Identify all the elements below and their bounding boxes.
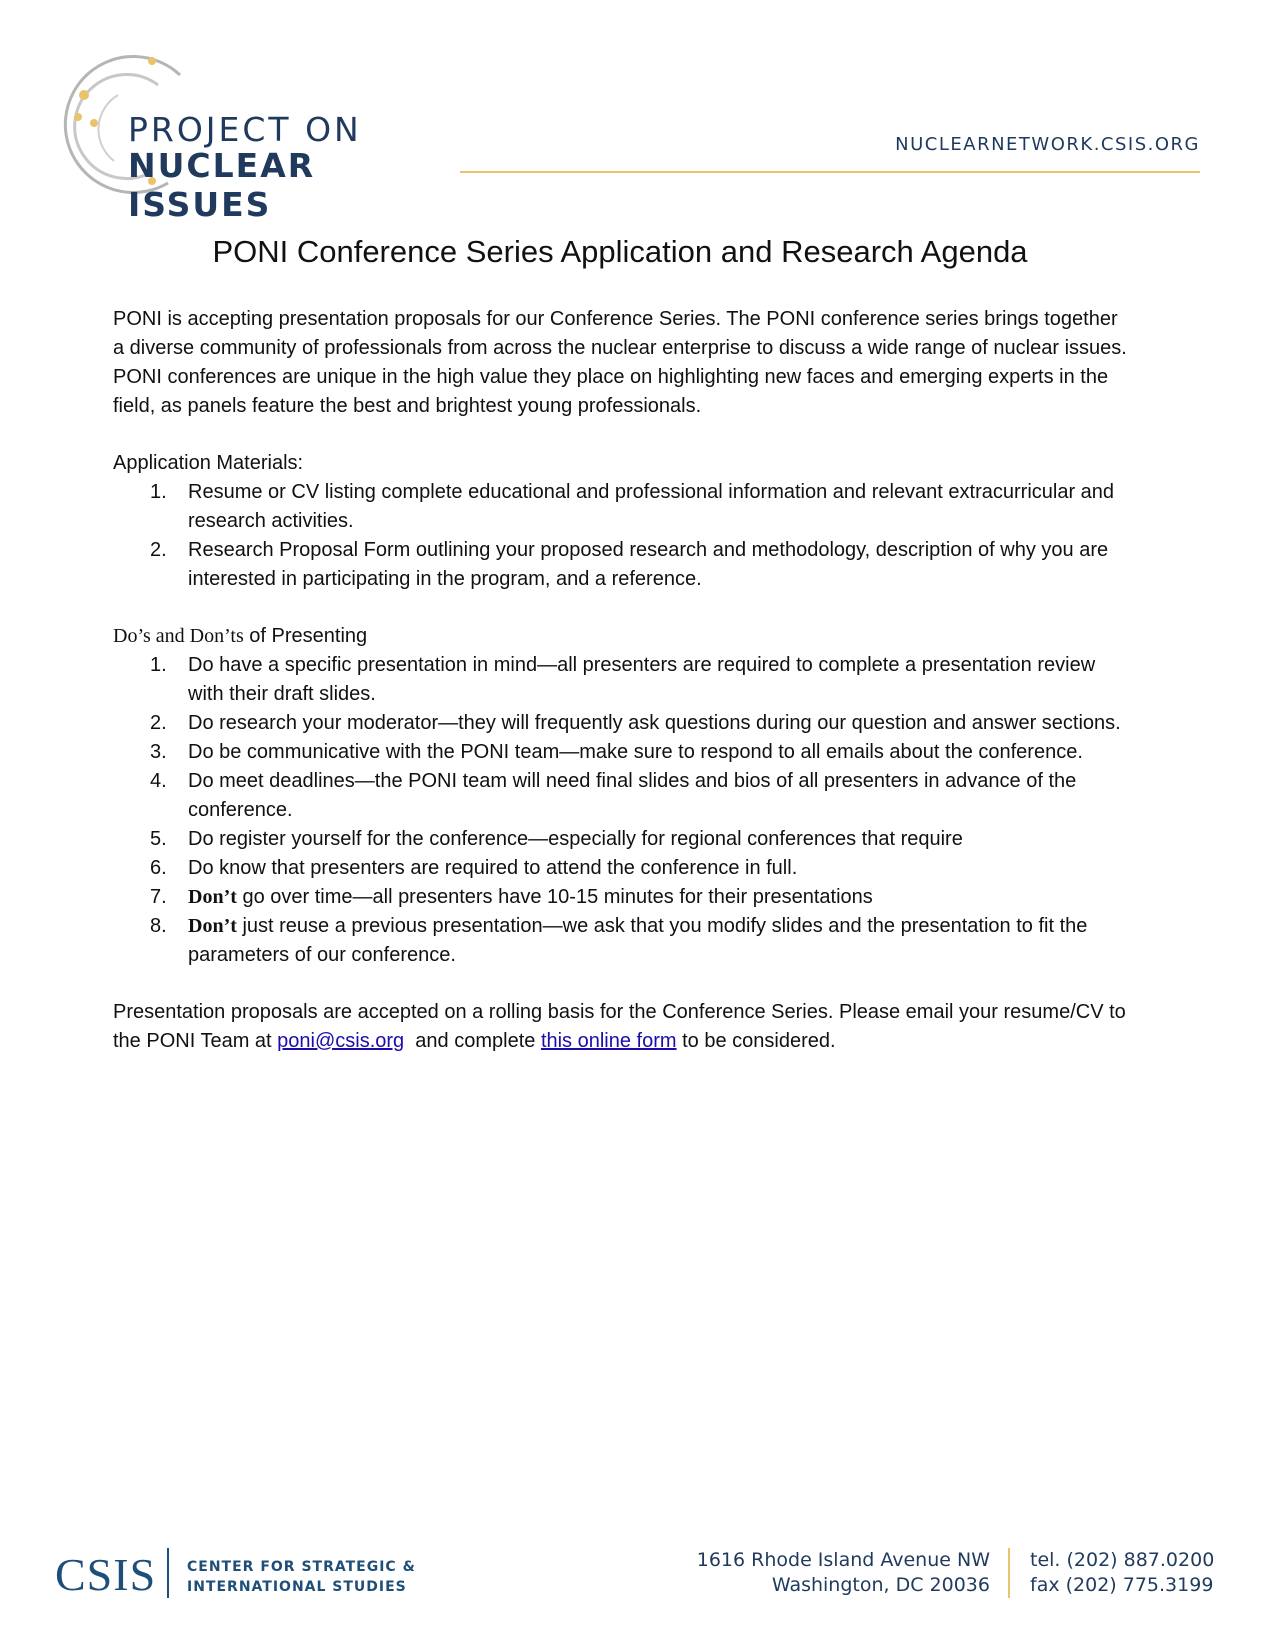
list-number: 1. [150,481,167,503]
closing-text-3: to be considered. [676,1030,836,1052]
closing-text-1: Presentation proposals are accepted on a rolling basis for the Conference Series. Please email your resume/CV to the PONI Team at [113,1001,1126,1052]
footer-address [697,1548,990,1598]
csis-full-line2: INTERNATIONAL STUDIES [187,1579,407,1595]
list-number: 6. [150,857,167,879]
header-divider [460,171,1200,173]
list-number: 5. [150,828,167,850]
list-item-text: Research Proposal Form outlining your proposed research and methodology, description of why you are interested in participating in the program, and a reference. [188,539,1109,590]
site-url: NUCLEARNETWORK.CSIS.ORG [895,134,1200,155]
list-number: 7. [150,886,167,908]
list-item-text: Do know that presenters are required to attend the conference in full. [188,857,798,879]
list-item [113,854,1133,883]
document-body [113,305,1133,1056]
dos-donts-heading-rest: of Presenting [243,625,368,647]
dont-label: Don’t [188,915,237,937]
closing-text-2: and complete [404,1030,541,1052]
list-item-text: Resume or CV listing complete educational and professional information and relevant extracurricular and research activities. [188,481,1115,532]
csis-divider [167,1548,169,1598]
dont-label: Don’t [188,886,237,908]
list-item [113,709,1133,738]
list-number: 4. [150,770,167,792]
footer-divider [1008,1548,1010,1598]
phone-number: tel. (202) 887.0200 [1030,1549,1215,1571]
list-item [113,738,1133,767]
list-item-text: Do be communicative with the PONI team—make sure to respond to all emails about the conference. [188,741,1083,763]
materials-list [113,478,1133,594]
list-item [113,536,1133,594]
list-number: 3. [150,741,167,763]
list-item-text: Do have a specific presentation in mind—all presenters are required to complete a presentation review with their draft slides. [188,654,1096,705]
list-item-text: Do register yourself for the conference—especially for regional conferences that require [188,828,963,850]
dos-donts-heading-serif: Do’s and Don’ts [113,625,244,647]
list-item [113,767,1133,825]
closing-paragraph [113,998,1133,1056]
csis-full-name [187,1557,416,1597]
dos-donts-list [113,651,1133,970]
list-number: 2. [150,712,167,734]
materials-heading: Application Materials: [113,452,304,474]
list-number: 2. [150,539,167,561]
list-number: 1. [150,654,167,676]
csis-full-line1: CENTER FOR STRATEGIC & [187,1559,416,1575]
logo-text-line1: PROJECT ON [128,110,362,149]
logo-text-line2: NUCLEAR ISSUES [128,146,316,224]
address-line1: 1616 Rhode Island Avenue NW [696,1549,990,1571]
intro-paragraph: PONI is accepting presentation proposals for our Conference Series. The PONI conference series brings together a diverse community of professionals from across the nuclear enterprise to discuss a wide range of nuclear issues. PONI conferences are unique in the high value they place on highlighting new faces and emerging experts in the field, as panels feature the best and brightest young professionals. [113,308,1127,417]
page-title: PONI Conference Series Application and Research Agenda [212,234,1028,269]
csis-logo: CSIS [55,1549,157,1600]
list-item [113,883,1133,912]
list-item [113,825,1133,854]
fax-number: fax (202) 775.3199 [1030,1574,1214,1596]
online-form-link[interactable]: this online form [540,1030,677,1052]
list-number: 8. [150,915,167,937]
footer-contact [1030,1548,1214,1598]
list-item [113,912,1133,970]
list-item [113,651,1133,709]
email-link[interactable]: poni@csis.org [277,1030,405,1052]
list-item-text: Do meet deadlines—the PONI team will need final slides and bios of all presenters in advance of the conference. [188,770,1077,821]
list-item [113,478,1133,536]
dos-donts-heading [113,622,1133,651]
poni-logo [58,55,438,224]
list-item-text: Do research your moderator—they will frequently ask questions during our question and answer sections. [188,712,1121,734]
list-item-text: just reuse a previous presentation—we ask that you modify slides and the presentation to fit the parameters of our conference. [188,915,1088,966]
list-item-text: go over time—all presenters have 10-15 minutes for their presentations [236,886,873,908]
address-line2: Washington, DC 20036 [771,1574,990,1596]
